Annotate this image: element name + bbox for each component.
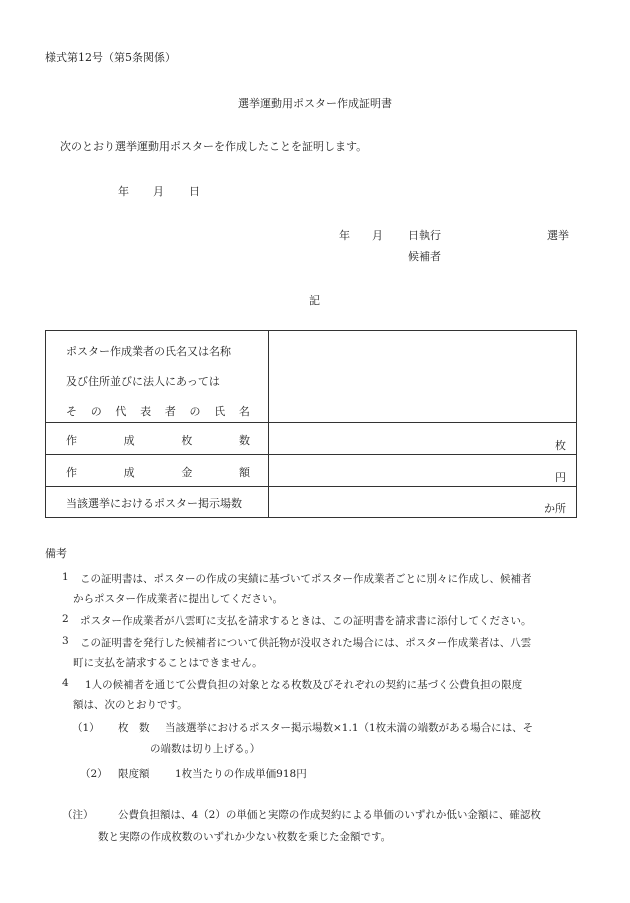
note1-number: 1 <box>62 571 69 583</box>
subnote2-label: 限度額 <box>118 768 150 780</box>
footnote-line2: 数と実際の作成枚数のいずれか少ない枚数を乗じた金額です。 <box>98 831 392 843</box>
row1-label-line1: ポスター作成業者の氏名又は名称 <box>66 345 231 358</box>
table-row-divider <box>46 422 576 423</box>
subnote2-number: （2） <box>80 768 108 780</box>
date-year: 年 <box>118 185 129 198</box>
issuer-execution: 日執行 <box>408 229 441 242</box>
notes-heading: 備考 <box>45 547 67 560</box>
subnote2-line1: 1枚当たりの作成単価918円 <box>175 768 307 780</box>
certificate-table <box>45 330 577 518</box>
table-row-divider <box>46 486 576 487</box>
row2-unit: 枚 <box>555 439 566 452</box>
note2-number: 2 <box>62 613 69 625</box>
note3-line1: この証明書を発行した候補者について供託物が没収された場合には、ポスター作成業者は、八雲 <box>80 637 532 649</box>
intro-text: 次のとおり選挙運動用ポスターを作成したことを証明します。 <box>60 140 368 153</box>
page-title: 選挙運動用ポスター作成証明書 <box>238 97 392 110</box>
issuer-month: 月 <box>372 229 383 242</box>
date-day: 日 <box>189 185 200 198</box>
subnote1-number: （1） <box>72 722 100 734</box>
note4-line2: 額は、次のとおりです。 <box>73 699 188 711</box>
note1-line1: この証明書は、ポスターの作成の実績に基づいてポスター作成業者ごとに別々に作成し、候補者 <box>80 573 532 585</box>
issuer-year: 年 <box>339 229 350 242</box>
ki-mark: 記 <box>309 294 320 307</box>
row4-label: 当該選挙におけるポスター掲示場数 <box>66 497 242 510</box>
form-number: 様式第12号（第5条関係） <box>45 51 176 64</box>
subnote1-line2: の端数は切り上げる。） <box>150 743 261 755</box>
table-row-divider <box>46 454 576 455</box>
row1-label-line3: そ の 代 表 者 の 氏 名 <box>66 405 250 418</box>
note1-line2: からポスター作成業者に提出してください。 <box>73 593 283 605</box>
note4-number: 4 <box>62 677 69 689</box>
row2-label: 作 成 枚 数 <box>66 434 250 447</box>
row1-label-line2: 及び住所並びに法人にあっては <box>66 375 220 388</box>
issuer-candidate: 候補者 <box>408 250 441 263</box>
issuer-election: 選挙 <box>547 229 569 242</box>
row3-label: 作 成 金 額 <box>66 466 250 479</box>
note3-line2: 町に支払を請求することはできません。 <box>73 657 263 669</box>
table-column-divider <box>268 331 269 517</box>
footnote-label: （注） <box>62 809 94 821</box>
subnote1-line1: 当該選挙におけるポスター掲示場数×1.1（1枚未満の端数がある場合には、そ <box>165 722 534 734</box>
date-month: 月 <box>153 185 164 198</box>
row4-unit: か所 <box>544 502 566 515</box>
note3-number: 3 <box>62 635 69 647</box>
note2-line1: ポスター作成業者が八雲町に支払を請求するときは、この証明書を請求書に添付してください。 <box>80 615 532 627</box>
row3-unit: 円 <box>555 471 566 484</box>
footnote-line1: 公費負担額は、4（2）の単価と実際の作成契約による単価のいずれか低い金額に、確認枚 <box>118 809 541 821</box>
subnote1-label: 枚 数 <box>118 722 150 734</box>
note4-line1: 1人の候補者を通じて公費負担の対象となる枚数及びそれぞれの契約に基づく公費負担の限度 <box>85 679 523 691</box>
